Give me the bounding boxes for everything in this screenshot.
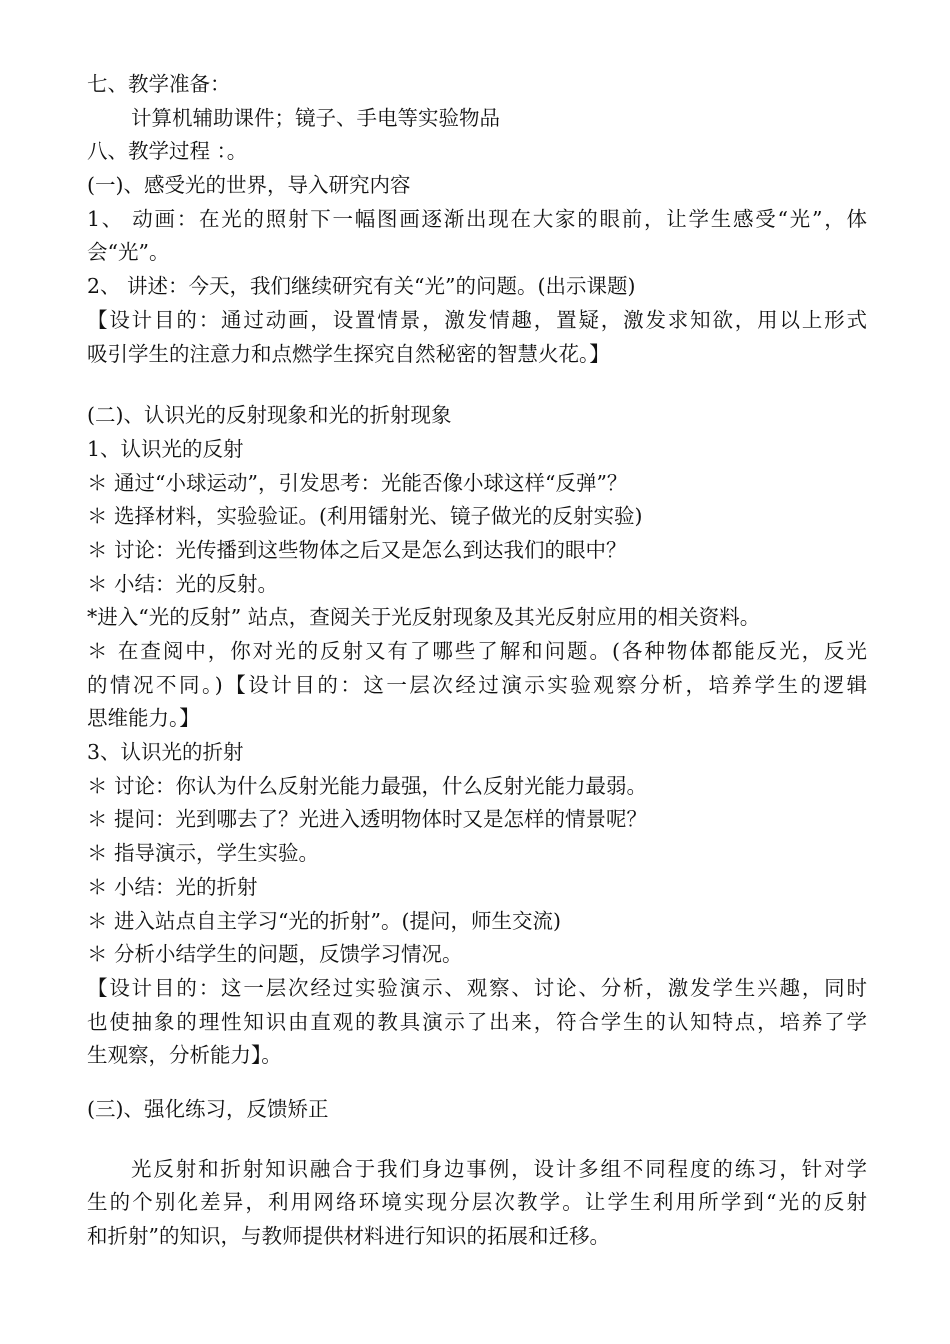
list-item: ＊ 小结：光的反射。 — [87, 571, 279, 596]
document-page — [87, 68, 867, 1254]
design-purpose-2: 【设计目的：这一层次经过实验演示、观察、讨论、分析，激发学生兴趣，同时 — [87, 975, 867, 1000]
subheading-refraction: 3、认识光的折射 — [87, 740, 244, 765]
list-item: ＊ 指导演示，学生实验。 — [87, 841, 320, 866]
subheading-reflection: 1、认识光的反射 — [87, 436, 244, 461]
list-item: ＊ 在查阅中，你对光的反射又有了哪些了解和问题。(各种物体都能反光，反光 — [87, 639, 867, 663]
heading-teaching-preparation: 七、教学准备： — [87, 72, 231, 96]
list-item-cont: 思维能力。】 — [87, 706, 200, 731]
list-item: ＊ 提问：光到哪去了？光进入透明物体时又是怎样的情景呢？ — [87, 807, 648, 832]
heading-teaching-process: 八、教学过程 ：。 — [87, 139, 248, 164]
spacer — [87, 371, 867, 399]
list-item-cont: 的情况不同。)【设计目的：这一层次经过演示实验观察分析，培养学生的逻辑 — [87, 672, 867, 697]
spacer — [87, 1073, 867, 1093]
section-heading-3: (三)、强化练习，反馈矫正 — [87, 1096, 329, 1121]
list-item: ＊ 小结：光的折射 — [87, 874, 258, 899]
design-purpose-2-cont: 生观察，分析能力】。 — [87, 1043, 282, 1068]
list-item: *进入“光的反射” 站点，查阅关于光反射现象及其光反射应用的相关资料。 — [87, 605, 761, 630]
list-item: ＊ 讨论：光传播到这些物体之后又是怎么到达我们的眼中？ — [87, 537, 627, 562]
spacer — [87, 1127, 867, 1153]
practice-paragraph: 光反射和折射知识融合于我们身边事例，设计多组不同程度的练习，针对学 — [131, 1156, 867, 1181]
list-item: ＊ 选择材料，实验验证。(利用镭射光、镜子做光的反射实验) — [87, 504, 643, 529]
design-purpose-1-cont: 吸引学生的注意力和点燃学生探究自然秘密的智慧火花。】 — [87, 341, 610, 366]
list-item: ＊ 讨论：你认为什么反射光能力最强，什么反射光能力最弱。 — [87, 773, 648, 798]
step-1-animation: 1、 动画：在光的照射下一幅图画逐渐出现在大家的眼前，让学生感受“光”，体 — [87, 206, 867, 231]
practice-paragraph-cont: 生的个别化差异，利用网络环境实现分层次教学。让学生利用所学到“光的反射 — [87, 1190, 867, 1215]
section-heading-2: (二)、认识光的反射现象和光的折射现象 — [87, 403, 452, 428]
paragraph-materials: 计算机辅助课件；镜子、手电等实验物品 — [131, 105, 500, 130]
list-item: ＊ 分析小结学生的问题，反馈学习情况。 — [87, 942, 463, 967]
section-heading-1: (一)、感受光的世界，导入研究内容 — [87, 173, 411, 198]
design-purpose-1: 【设计目的：通过动画，设置情景，激发情趣，置疑，激发求知欲，用以上形式 — [87, 307, 867, 332]
practice-paragraph-cont: 和折射”的知识，与教师提供材料进行知识的拓展和迁移。 — [87, 1224, 610, 1248]
list-item: ＊ 进入站点自主学习“光的折射”。(提问，师生交流) — [87, 908, 561, 933]
step-2-narration: 2、 讲述：今天，我们继续研究有关“光”的问题。(出示课题) — [87, 274, 636, 299]
design-purpose-2-cont: 也使抽象的理性知识由直观的教具演示了出来，符合学生的认知特点，培养了学 — [87, 1009, 867, 1034]
step-1-animation-cont: 会“光”。 — [87, 240, 170, 265]
list-item: ＊ 通过“小球运动”，引发思考：光能否像小球这样“反弹”？ — [87, 470, 628, 495]
